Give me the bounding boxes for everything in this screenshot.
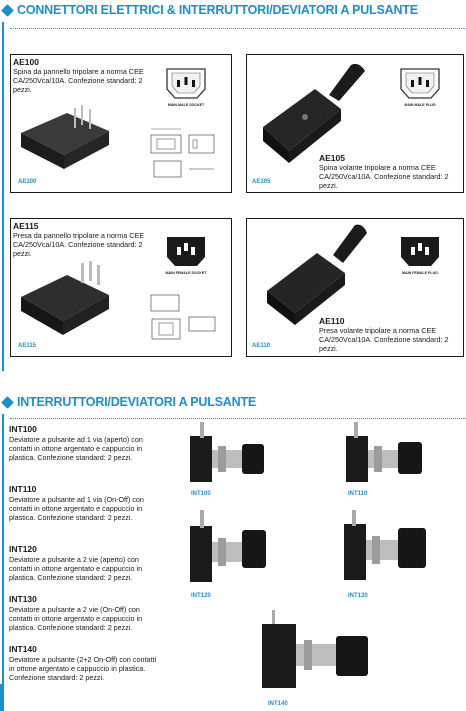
- section-marker-icon: [1, 396, 14, 409]
- product-card-ae100: [10, 54, 232, 193]
- socket-cable-photo: [255, 221, 385, 331]
- plug-cable-photo: [253, 61, 383, 171]
- image-label: INT140: [268, 701, 288, 707]
- image-label: AE105: [252, 179, 271, 185]
- dotted-separator: [10, 418, 466, 419]
- switch-item-int140: [9, 644, 159, 683]
- image-label: AE100: [18, 179, 37, 185]
- product-description: Presa da pannello tripolare a norma CEE CA/250Vca/10A. Confezione standard: 2 pezzi.: [13, 231, 145, 259]
- product-description: Deviatore a pulsante a 2 vie (aperto) con contatti in ottone argentato e cappuccio in plastica. Confezione standard: 2 pezzi.: [9, 555, 143, 583]
- image-label: INT100: [191, 491, 211, 497]
- socket-label: MAIN MALE PLUG: [404, 103, 436, 107]
- female-socket-icon: [163, 235, 209, 268]
- panel-socket-photo: [19, 259, 114, 339]
- switch-photo-int140: [258, 608, 378, 698]
- section-rule: [2, 414, 4, 711]
- image-label: AE115: [18, 343, 37, 349]
- product-description: Presa volante tripolare a norma CEE CA/250Vca/10A. Confezione standard: 2 pezzi.: [319, 326, 449, 354]
- switch-item-int110: [9, 484, 159, 523]
- product-card-ae110: [246, 218, 464, 357]
- switch-item-int120: [9, 544, 159, 583]
- image-label: INT110: [348, 491, 368, 497]
- socket-label: MAIN FEMALE PLUG: [402, 271, 438, 275]
- product-description: Spina da pannello tripolare a norma CEE CA/250Vca/10A. Confezione standard: 2 pezzi.: [13, 67, 144, 95]
- product-code: INT140: [9, 644, 37, 654]
- technical-drawing: [149, 123, 219, 183]
- switch-photo-int100: [186, 420, 281, 490]
- switch-photo-int110: [344, 420, 439, 490]
- product-description: Deviatore a pulsante (2+2 On-Off) con contatti in ottone argentato e cappuccio in plastica. Confezione standard: 2 pezzi.: [9, 655, 157, 683]
- dotted-separator: [10, 28, 466, 29]
- image-label: AE110: [252, 343, 271, 349]
- product-description: Deviatore a pulsante ad 1 via (aperto) con contatti in ottone argentato e cappuccio in plastica. Confezione standard: 2 pezzi.: [9, 435, 143, 463]
- male-socket-icon: [163, 67, 209, 100]
- switch-item-int100: [9, 424, 159, 463]
- product-code: AE110: [319, 316, 345, 326]
- socket-label: MAIN FEMALE SOCKET: [165, 271, 207, 275]
- switch-photo-int120: [186, 508, 281, 590]
- technical-drawing: [149, 289, 219, 347]
- product-card-ae115: [10, 218, 232, 357]
- male-plug-icon: [397, 67, 443, 100]
- product-code: INT100: [9, 424, 37, 434]
- product-code: INT120: [9, 544, 37, 554]
- section-marker-icon: [1, 4, 14, 17]
- page-edge-marker: [0, 684, 4, 711]
- section-header-connectors: [0, 0, 466, 20]
- product-code: INT130: [9, 594, 37, 604]
- panel-plug-photo: [19, 103, 114, 173]
- section-title: CONNETTORI ELETTRICI & INTERRUTTORI/DEVIATORI A PULSANTE: [17, 3, 418, 17]
- product-code: AE105: [319, 153, 345, 163]
- socket-label: MAIN MALE SOCKET: [167, 103, 205, 107]
- image-label: INT130: [348, 593, 368, 599]
- product-code: INT110: [9, 484, 37, 494]
- section-rule: [2, 22, 4, 371]
- switch-photo-int130: [342, 508, 442, 590]
- image-label: INT120: [191, 593, 211, 599]
- product-card-ae105: [246, 54, 464, 193]
- product-description: Spina volante tripolare a norma CEE CA/250Vca/10A. Confezione standard: 2 pezzi.: [319, 163, 449, 191]
- female-plug-icon: [397, 235, 443, 268]
- product-description: Deviatore a pulsante ad 1 via (On-Off) con contatti in ottone argentato e cappuccio in plastica. Confezione standard: 2 pezzi.: [9, 495, 144, 523]
- section-header-switches: [0, 392, 466, 412]
- section-title: INTERRUTTORI/DEVIATORI A PULSANTE: [17, 395, 257, 409]
- switch-item-int130: [9, 594, 159, 633]
- product-description: Deviatore a pulsante a 2 vie (On-Off) con contatti in ottone argentato e cappuccio in plastica. Confezione standard: 2 pezzi.: [9, 605, 143, 633]
- product-code: AE100: [13, 57, 39, 67]
- product-code: AE115: [13, 221, 39, 231]
